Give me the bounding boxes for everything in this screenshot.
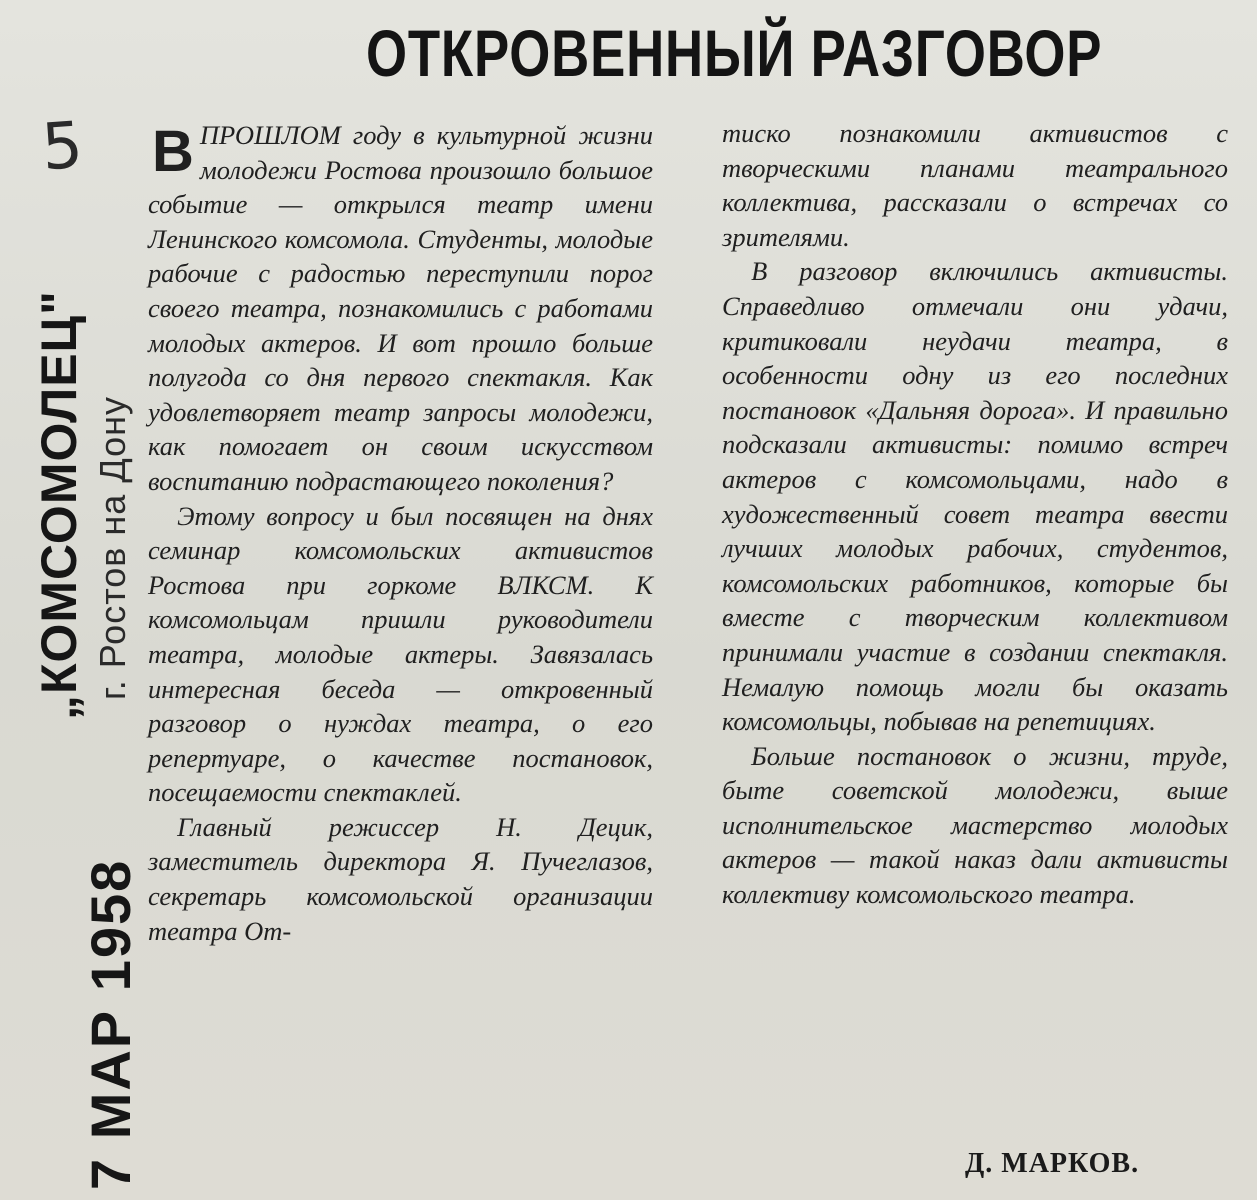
- stamp-newspaper-name: „КОМСОМОЛЕЦ": [31, 290, 87, 720]
- paragraph-text: ПРОШЛОМ году в культурной жизни молодежи Ростова произошло большое событие — открылся театр имени Ленинского комсомола. Студенты, молодые рабочие с радостью переступили порог своего театра, познакомились с работами молодых актеров. И вот прошло больше полугода со дня первого спектакля. Как удовлетворяет театр запросы молодежи, как помогает он своим искусством воспитанию подрастающего поколения?: [148, 120, 653, 496]
- article-paragraph: [148, 118, 653, 499]
- article-paragraph: тиско познакомили активистов с творческими планами театрального коллектива, рассказали о встречах со зрителями.: [722, 118, 1228, 252]
- article-column-left: [148, 118, 653, 948]
- article-paragraph: Главный режиссер Н. Децик, заместитель директора Я. Пучеглазов, секретарь комсомольской организации театра От-: [148, 811, 653, 946]
- drop-cap: В: [152, 119, 194, 184]
- article-paragraph: Этому вопросу и был посвящен на днях семинар комсомольских активистов Ростова при горкоме ВЛКСМ. К комсомольцам пришли руководители театра, молодые актеры. Завязалась интересная беседа — откровенный разговор о нуждах театра, о его репертуаре, о качестве постановок, посещаемости спектаклей.: [148, 500, 653, 808]
- article-paragraph: Больше постановок о жизни, труде, быте советской молодежи, выше исполнительское мастерство молодых актеров — такой наказ дали активисты коллективу комсомольского театра.: [722, 740, 1228, 910]
- article-column-right: [722, 116, 1228, 912]
- handwritten-number: 5: [39, 108, 86, 186]
- stamp-date: 7 МАР 1958: [79, 858, 142, 1190]
- stamp-city: г. Ростов на Дону: [92, 395, 133, 700]
- author-signature: Д. МАРКОВ.: [965, 1148, 1140, 1179]
- article-paragraph: В разговор включились активисты. Справедливо отмечали они удачи, критиковали неудачи театра, в особенности одну из его последних постановок «Дальняя дорога». И правильно подсказали активисты: помимо встреч актеров с комсомольцами, надо в художественный совет театра ввести лучших молодых рабочих, студентов, комсомольских работников, которые бы вместе с творческим коллективом принимали участие в создании спектакля. Немалую помощь могли бы оказать комсомольцы, побывав на репетициях.: [722, 256, 1228, 737]
- article-headline: ОТКРОВЕННЫЙ РАЗГОВОР: [366, 16, 1103, 90]
